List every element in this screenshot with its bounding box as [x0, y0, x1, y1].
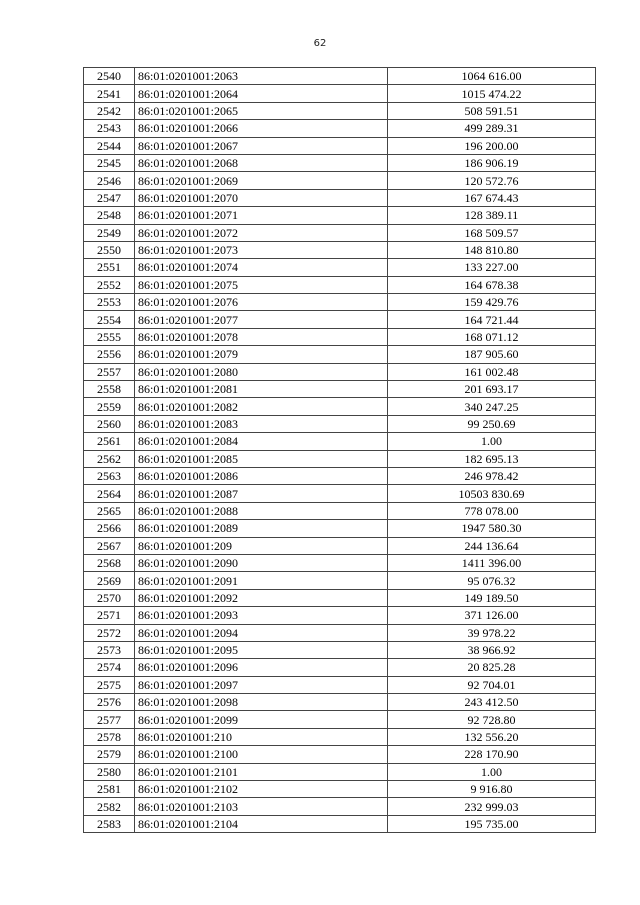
- row-number-cell: 2543: [84, 120, 135, 137]
- row-number-cell: 2558: [84, 381, 135, 398]
- table-row: [84, 433, 596, 450]
- table-row: [84, 641, 596, 658]
- cadastral-number-cell: 86:01:0201001:2094: [135, 624, 388, 641]
- value-cell: 196 200.00: [388, 137, 596, 154]
- row-number-cell: 2544: [84, 137, 135, 154]
- cadastral-number-cell: 86:01:0201001:2078: [135, 328, 388, 345]
- table-row: [84, 485, 596, 502]
- row-number-cell: 2577: [84, 711, 135, 728]
- value-cell: 164 678.38: [388, 276, 596, 293]
- value-cell: 168 509.57: [388, 224, 596, 241]
- row-number-cell: 2581: [84, 781, 135, 798]
- value-cell: 39 978.22: [388, 624, 596, 641]
- value-cell: 92 704.01: [388, 676, 596, 693]
- table-row: [84, 102, 596, 119]
- value-cell: 246 978.42: [388, 467, 596, 484]
- row-number-cell: 2583: [84, 815, 135, 832]
- table-row: [84, 624, 596, 641]
- table-row: [84, 207, 596, 224]
- row-number-cell: 2562: [84, 450, 135, 467]
- table-row: [84, 276, 596, 293]
- row-number-cell: 2556: [84, 346, 135, 363]
- value-cell: 133 227.00: [388, 259, 596, 276]
- table-row: [84, 746, 596, 763]
- cadastral-number-cell: 86:01:0201001:2073: [135, 241, 388, 258]
- cadastral-number-cell: 86:01:0201001:2074: [135, 259, 388, 276]
- value-cell: 38 966.92: [388, 641, 596, 658]
- value-cell: 161 002.48: [388, 363, 596, 380]
- row-number-cell: 2571: [84, 607, 135, 624]
- cadastral-number-cell: 86:01:0201001:2087: [135, 485, 388, 502]
- row-number-cell: 2570: [84, 589, 135, 606]
- row-number-cell: 2545: [84, 154, 135, 171]
- row-number-cell: 2540: [84, 68, 135, 85]
- row-number-cell: 2541: [84, 85, 135, 102]
- cadastral-number-cell: 86:01:0201001:2096: [135, 659, 388, 676]
- value-cell: 95 076.32: [388, 572, 596, 589]
- row-number-cell: 2554: [84, 311, 135, 328]
- table-row: [84, 172, 596, 189]
- value-cell: 186 906.19: [388, 154, 596, 171]
- value-cell: 20 825.28: [388, 659, 596, 676]
- table-row: [84, 154, 596, 171]
- cadastral-number-cell: 86:01:0201001:2077: [135, 311, 388, 328]
- registry-table: [83, 67, 596, 833]
- cadastral-number-cell: 86:01:0201001:2071: [135, 207, 388, 224]
- cadastral-number-cell: 86:01:0201001:2090: [135, 554, 388, 571]
- row-number-cell: 2568: [84, 554, 135, 571]
- table-row: [84, 502, 596, 519]
- table-row: [84, 137, 596, 154]
- row-number-cell: 2565: [84, 502, 135, 519]
- value-cell: 1015 474.22: [388, 85, 596, 102]
- cadastral-number-cell: 86:01:0201001:2097: [135, 676, 388, 693]
- table-row: [84, 763, 596, 780]
- cadastral-number-cell: 86:01:0201001:2072: [135, 224, 388, 241]
- value-cell: 778 078.00: [388, 502, 596, 519]
- cadastral-number-cell: 86:01:0201001:2081: [135, 381, 388, 398]
- value-cell: 1.00: [388, 763, 596, 780]
- cadastral-number-cell: 86:01:0201001:2064: [135, 85, 388, 102]
- table-row: [84, 381, 596, 398]
- cadastral-number-cell: 86:01:0201001:2104: [135, 815, 388, 832]
- table-row: [84, 450, 596, 467]
- table-row: [84, 415, 596, 432]
- table-row: [84, 537, 596, 554]
- table-row: [84, 572, 596, 589]
- row-number-cell: 2572: [84, 624, 135, 641]
- value-cell: 243 412.50: [388, 694, 596, 711]
- value-cell: 371 126.00: [388, 607, 596, 624]
- cadastral-number-cell: 86:01:0201001:2099: [135, 711, 388, 728]
- table-row: [84, 224, 596, 241]
- cadastral-number-cell: 86:01:0201001:2082: [135, 398, 388, 415]
- cadastral-number-cell: 86:01:0201001:2092: [135, 589, 388, 606]
- row-number-cell: 2567: [84, 537, 135, 554]
- cadastral-number-cell: 86:01:0201001:2088: [135, 502, 388, 519]
- table-row: [84, 520, 596, 537]
- value-cell: 10503 830.69: [388, 485, 596, 502]
- row-number-cell: 2546: [84, 172, 135, 189]
- value-cell: 244 136.64: [388, 537, 596, 554]
- value-cell: 167 674.43: [388, 189, 596, 206]
- table-row: [84, 328, 596, 345]
- value-cell: 508 591.51: [388, 102, 596, 119]
- cadastral-number-cell: 86:01:0201001:2100: [135, 746, 388, 763]
- table-row: [84, 189, 596, 206]
- table-row: [84, 363, 596, 380]
- row-number-cell: 2552: [84, 276, 135, 293]
- cadastral-number-cell: 86:01:0201001:2070: [135, 189, 388, 206]
- value-cell: 99 250.69: [388, 415, 596, 432]
- cadastral-number-cell: 86:01:0201001:2085: [135, 450, 388, 467]
- row-number-cell: 2547: [84, 189, 135, 206]
- registry-table-body: [84, 68, 596, 833]
- value-cell: 201 693.17: [388, 381, 596, 398]
- value-cell: 159 429.76: [388, 294, 596, 311]
- row-number-cell: 2575: [84, 676, 135, 693]
- row-number-cell: 2557: [84, 363, 135, 380]
- value-cell: 1064 616.00: [388, 68, 596, 85]
- row-number-cell: 2573: [84, 641, 135, 658]
- cadastral-number-cell: 86:01:0201001:2065: [135, 102, 388, 119]
- row-number-cell: 2574: [84, 659, 135, 676]
- row-number-cell: 2550: [84, 241, 135, 258]
- cadastral-number-cell: 86:01:0201001:2075: [135, 276, 388, 293]
- value-cell: 132 556.20: [388, 728, 596, 745]
- table-row: [84, 554, 596, 571]
- value-cell: 9 916.80: [388, 781, 596, 798]
- table-row: [84, 711, 596, 728]
- value-cell: 187 905.60: [388, 346, 596, 363]
- value-cell: 148 810.80: [388, 241, 596, 258]
- table-row: [84, 694, 596, 711]
- value-cell: 1947 580.30: [388, 520, 596, 537]
- row-number-cell: 2563: [84, 467, 135, 484]
- row-number-cell: 2580: [84, 763, 135, 780]
- cadastral-number-cell: 86:01:0201001:2083: [135, 415, 388, 432]
- table-row: [84, 241, 596, 258]
- row-number-cell: 2560: [84, 415, 135, 432]
- cadastral-number-cell: 86:01:0201001:2068: [135, 154, 388, 171]
- cadastral-number-cell: 86:01:0201001:2084: [135, 433, 388, 450]
- table-row: [84, 294, 596, 311]
- value-cell: 164 721.44: [388, 311, 596, 328]
- cadastral-number-cell: 86:01:0201001:2091: [135, 572, 388, 589]
- cadastral-number-cell: 86:01:0201001:2076: [135, 294, 388, 311]
- value-cell: 168 071.12: [388, 328, 596, 345]
- cadastral-number-cell: 86:01:0201001:210: [135, 728, 388, 745]
- row-number-cell: 2555: [84, 328, 135, 345]
- cadastral-number-cell: 86:01:0201001:2095: [135, 641, 388, 658]
- cadastral-number-cell: 86:01:0201001:209: [135, 537, 388, 554]
- value-cell: 1411 396.00: [388, 554, 596, 571]
- table-row: [84, 659, 596, 676]
- cadastral-number-cell: 86:01:0201001:2086: [135, 467, 388, 484]
- row-number-cell: 2582: [84, 798, 135, 815]
- table-row: [84, 398, 596, 415]
- cadastral-number-cell: 86:01:0201001:2063: [135, 68, 388, 85]
- table-row: [84, 346, 596, 363]
- table-row: [84, 85, 596, 102]
- value-cell: 499 289.31: [388, 120, 596, 137]
- table-row: [84, 259, 596, 276]
- table-row: [84, 676, 596, 693]
- row-number-cell: 2559: [84, 398, 135, 415]
- value-cell: 1.00: [388, 433, 596, 450]
- table-row: [84, 607, 596, 624]
- table-row: [84, 311, 596, 328]
- row-number-cell: 2542: [84, 102, 135, 119]
- row-number-cell: 2553: [84, 294, 135, 311]
- row-number-cell: 2579: [84, 746, 135, 763]
- cadastral-number-cell: 86:01:0201001:2067: [135, 137, 388, 154]
- table-row: [84, 815, 596, 832]
- table-row: [84, 120, 596, 137]
- table-row: [84, 68, 596, 85]
- table-row: [84, 781, 596, 798]
- row-number-cell: 2548: [84, 207, 135, 224]
- row-number-cell: 2578: [84, 728, 135, 745]
- page-number: 62: [313, 38, 327, 49]
- value-cell: 120 572.76: [388, 172, 596, 189]
- value-cell: 232 999.03: [388, 798, 596, 815]
- value-cell: 228 170.90: [388, 746, 596, 763]
- table-row: [84, 467, 596, 484]
- value-cell: 149 189.50: [388, 589, 596, 606]
- row-number-cell: 2564: [84, 485, 135, 502]
- table-row: [84, 728, 596, 745]
- value-cell: 92 728.80: [388, 711, 596, 728]
- table-row: [84, 798, 596, 815]
- table-row: [84, 589, 596, 606]
- cadastral-number-cell: 86:01:0201001:2093: [135, 607, 388, 624]
- cadastral-number-cell: 86:01:0201001:2066: [135, 120, 388, 137]
- cadastral-number-cell: 86:01:0201001:2101: [135, 763, 388, 780]
- cadastral-number-cell: 86:01:0201001:2080: [135, 363, 388, 380]
- cadastral-number-cell: 86:01:0201001:2103: [135, 798, 388, 815]
- row-number-cell: 2569: [84, 572, 135, 589]
- value-cell: 128 389.11: [388, 207, 596, 224]
- value-cell: 182 695.13: [388, 450, 596, 467]
- row-number-cell: 2549: [84, 224, 135, 241]
- value-cell: 340 247.25: [388, 398, 596, 415]
- value-cell: 195 735.00: [388, 815, 596, 832]
- row-number-cell: 2576: [84, 694, 135, 711]
- row-number-cell: 2561: [84, 433, 135, 450]
- cadastral-number-cell: 86:01:0201001:2098: [135, 694, 388, 711]
- cadastral-number-cell: 86:01:0201001:2089: [135, 520, 388, 537]
- cadastral-number-cell: 86:01:0201001:2069: [135, 172, 388, 189]
- row-number-cell: 2551: [84, 259, 135, 276]
- row-number-cell: 2566: [84, 520, 135, 537]
- cadastral-number-cell: 86:01:0201001:2102: [135, 781, 388, 798]
- cadastral-number-cell: 86:01:0201001:2079: [135, 346, 388, 363]
